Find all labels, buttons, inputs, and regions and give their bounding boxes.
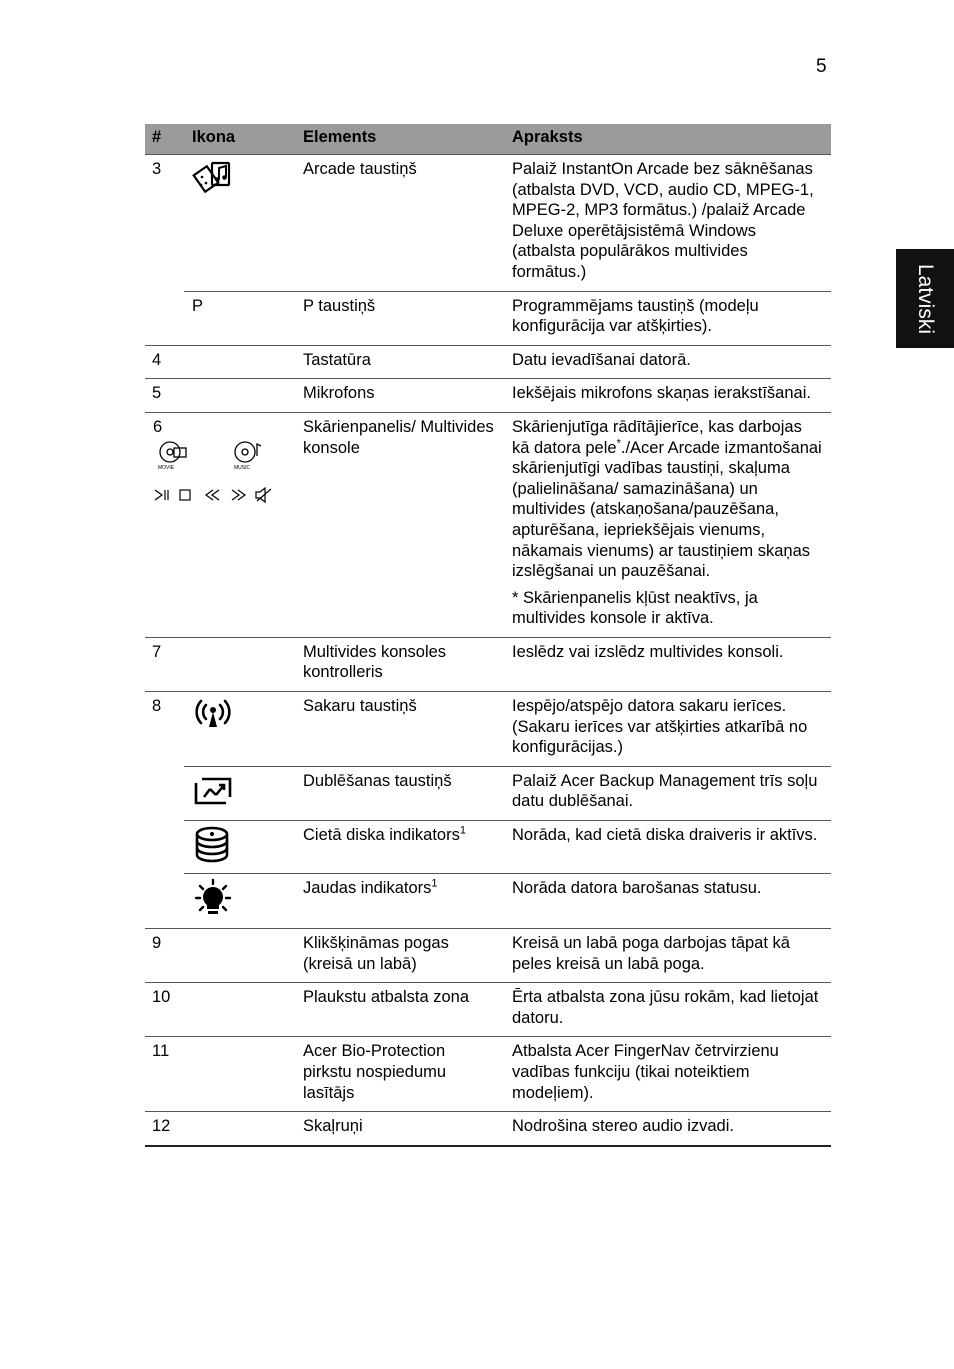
table-row bbox=[145, 412, 831, 637]
element-name: Skārienpanelis/ Multivides konsole bbox=[295, 412, 504, 637]
description-part-b: ./Acer Arcade izmantošanai skārienjutīgi vadības taustiņi, skaļuma (palielināšana/ samazināšana) un multivides (atskaņošana/pauzēšana, apturēšana, iepriekšējais vienums, nākamais vienums) ar taustiņiem skaņas izslēgšanai un pauzēšanai. bbox=[512, 438, 822, 581]
element-description: Nodrošina stereo audio izvadi. bbox=[504, 1112, 831, 1146]
language-tab-label: Latviski bbox=[914, 263, 937, 334]
table-row bbox=[145, 637, 831, 691]
footnote-marker: * bbox=[616, 437, 621, 450]
row-number: 5 bbox=[145, 379, 184, 413]
footnote-marker: 1 bbox=[459, 824, 466, 837]
element-description: Palaiž InstantOn Arcade bez sāknēšanas (atbalsta DVD, VCD, audio CD, MPEG-1, MPEG-2, MP3 formātus.) /palaiž Arcade Deluxe operētājsistēmā Windows (atbalsta populārākos multivides formātus.) bbox=[504, 155, 831, 292]
icon-cell bbox=[184, 637, 295, 691]
element-description: Ieslēdz vai izslēdz multivides konsoli. bbox=[504, 637, 831, 691]
element-description: Palaiž Acer Backup Management trīs soļu datu dublēšanai. bbox=[504, 766, 831, 820]
icon-cell bbox=[184, 692, 295, 767]
element-name: Mikrofons bbox=[295, 379, 504, 413]
element-name-text: Cietā diska indikators bbox=[303, 826, 460, 845]
table-row bbox=[145, 1037, 831, 1112]
icon-cell bbox=[184, 1037, 295, 1112]
element-description: Iespējo/atspējo datora sakaru ierīces. (Sakaru ierīces var atšķirties atkarībā no konfigurācijas.) bbox=[504, 692, 831, 767]
element-name: Dublēšanas taustiņš bbox=[295, 766, 504, 820]
table-row bbox=[145, 692, 831, 767]
header-element: Elements bbox=[295, 124, 504, 155]
arcade-key-icon bbox=[192, 159, 236, 197]
element-description: Programmējams taustiņš (modeļu konfigurācija var atšķirties). bbox=[504, 291, 831, 345]
next-icon bbox=[232, 490, 245, 500]
element-description: Iekšējais mikrofons skaņas ierakstīšanai. bbox=[504, 379, 831, 413]
element-description bbox=[504, 412, 831, 637]
previous-icon bbox=[206, 490, 219, 500]
row-number: 7 bbox=[145, 637, 184, 691]
wireless-signal-icon bbox=[192, 696, 234, 730]
music-label: MUSIC bbox=[234, 464, 251, 471]
table-row bbox=[145, 291, 831, 345]
media-console-icons bbox=[153, 440, 283, 512]
table-row bbox=[145, 379, 831, 413]
row-number: 8 bbox=[145, 692, 184, 929]
table-row bbox=[145, 821, 831, 874]
element-name bbox=[295, 874, 504, 929]
stop-icon bbox=[180, 490, 190, 500]
table-row bbox=[145, 345, 831, 379]
element-name: Plaukstu atbalsta zona bbox=[295, 983, 504, 1037]
description-part-a: Skārienjutīga rādītājierīce, kas darbojas kā datora pele bbox=[512, 417, 802, 457]
table-row bbox=[145, 983, 831, 1037]
element-name bbox=[295, 821, 504, 874]
table-row bbox=[145, 874, 831, 929]
row-number: 9 bbox=[145, 929, 184, 983]
movie-label: MOVIE bbox=[158, 464, 175, 471]
icon-cell bbox=[184, 155, 295, 292]
footnote-marker: 1 bbox=[431, 877, 438, 890]
icon-cell bbox=[184, 345, 295, 379]
element-name: P taustiņš bbox=[295, 291, 504, 345]
element-name: Tastatūra bbox=[295, 345, 504, 379]
power-light-icon bbox=[192, 878, 234, 918]
element-description: Datu ievadīšanai datorā. bbox=[504, 345, 831, 379]
element-name: Skaļruņi bbox=[295, 1112, 504, 1146]
table-header-row bbox=[145, 124, 831, 155]
mute-icon bbox=[256, 488, 271, 502]
table-row bbox=[145, 155, 831, 292]
language-tab bbox=[896, 249, 954, 348]
icon-cell bbox=[184, 766, 295, 820]
backup-icon bbox=[192, 775, 234, 807]
movie-disc-icon bbox=[160, 442, 186, 462]
element-name: Acer Bio-Protection pirkstu nospiedumu lasītājs bbox=[295, 1037, 504, 1112]
element-name: Klikšķināmas pogas (kreisā un labā) bbox=[295, 929, 504, 983]
components-table bbox=[145, 124, 831, 1147]
element-name-text: Jaudas indikators bbox=[303, 879, 432, 898]
page-number: 5 bbox=[816, 56, 827, 77]
row-number: 6 bbox=[153, 417, 163, 436]
element-name: Multivides konsoles kontrolleris bbox=[295, 637, 504, 691]
header-icon: Ikona bbox=[184, 124, 295, 155]
header-description: Apraksts bbox=[504, 124, 831, 155]
row-number: 12 bbox=[145, 1112, 184, 1146]
play-pause-icon bbox=[155, 490, 168, 500]
element-description: Norāda, kad cietā diska draiveris ir aktīvs. bbox=[504, 821, 831, 874]
icon-cell bbox=[184, 821, 295, 874]
element-description: Ērta atbalsta zona jūsu rokām, kad lietojat datoru. bbox=[504, 983, 831, 1037]
icon-cell bbox=[184, 983, 295, 1037]
row-number: 11 bbox=[145, 1037, 184, 1112]
p-key-label: P bbox=[184, 291, 295, 345]
music-disc-icon bbox=[235, 442, 261, 462]
row-number: 4 bbox=[145, 345, 184, 379]
element-description: Norāda datora barošanas statusu. bbox=[504, 874, 831, 929]
table-row bbox=[145, 929, 831, 983]
icon-cell bbox=[184, 379, 295, 413]
table-row bbox=[145, 1112, 831, 1146]
icon-cell bbox=[184, 1112, 295, 1146]
element-name: Sakaru taustiņš bbox=[295, 692, 504, 767]
icon-cell bbox=[184, 929, 295, 983]
row-number: 10 bbox=[145, 983, 184, 1037]
icon-cell bbox=[184, 874, 295, 929]
header-num: # bbox=[145, 124, 184, 155]
hdd-icon bbox=[192, 825, 232, 865]
element-description: Atbalsta Acer FingerNav četrvirzienu vadības funkciju (tikai noteiktiem modeļiem). bbox=[504, 1037, 831, 1112]
touchpad-note: * Skārienpanelis kļūst neaktīvs, ja multivides konsole ir aktīva. bbox=[512, 588, 758, 628]
row-number-and-icons bbox=[145, 412, 295, 637]
row-number: 3 bbox=[145, 155, 184, 346]
table-row bbox=[145, 766, 831, 820]
element-description: Kreisā un labā poga darbojas tāpat kā peles kreisā un labā poga. bbox=[504, 929, 831, 983]
element-name: Arcade taustiņš bbox=[295, 155, 504, 292]
